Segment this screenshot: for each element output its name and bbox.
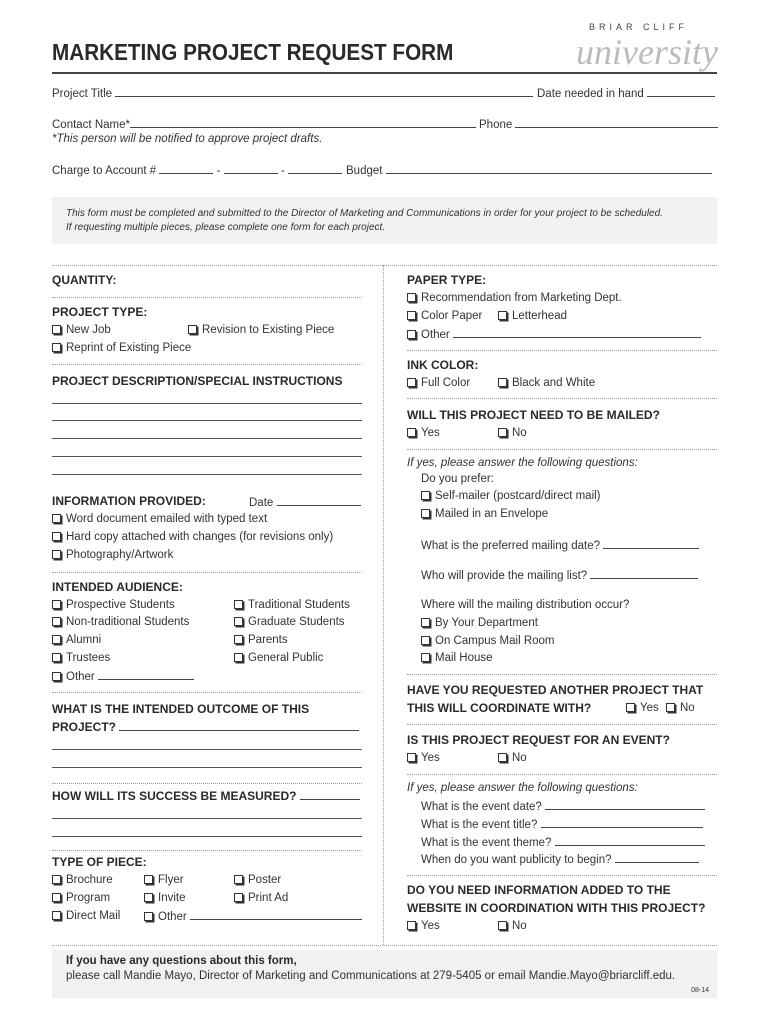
checkbox-word-doc[interactable] <box>52 511 267 527</box>
description-line[interactable] <box>52 474 362 475</box>
fill-in-blank <box>453 326 701 338</box>
mailing-list-field[interactable] <box>421 567 698 584</box>
checkbox-prospective[interactable] <box>52 597 175 613</box>
description-line[interactable] <box>52 456 362 457</box>
info-heading: INFORMATION PROVIDED: <box>52 494 206 508</box>
label: Non-traditional Students <box>66 616 190 628</box>
checkbox-black-white[interactable] <box>498 375 595 391</box>
checkbox-full-color[interactable] <box>407 375 470 391</box>
outcome-heading-2[interactable] <box>52 719 359 735</box>
fill-in-blank <box>130 116 476 128</box>
checkbox-revision[interactable] <box>188 322 334 338</box>
label: Parents <box>248 634 288 646</box>
fill-in-blank <box>98 668 194 680</box>
label: Flyer <box>158 874 184 886</box>
fill-in-blank <box>288 162 342 174</box>
checkbox-icon <box>234 875 243 884</box>
label: Trustees <box>66 652 111 664</box>
label: Direct Mail <box>66 910 121 922</box>
checkbox-color-paper[interactable] <box>407 308 482 324</box>
divider <box>52 364 362 365</box>
checkbox-icon <box>498 311 507 320</box>
publicity-field[interactable] <box>421 851 699 868</box>
checkbox-icon <box>407 428 416 437</box>
label: Mailed in an Envelope <box>435 508 549 520</box>
checkbox-icon <box>498 428 507 437</box>
notice-line: This form must be completed and submitted to the Director of Marketing and Communications in order for your project to be scheduled. <box>66 208 663 219</box>
label: No <box>680 702 695 714</box>
footer-line: please call Mandie Mayo, Director of Marketing and Communications at 279-5405 or email Mandie.Mayo@briarcliff.edu. <box>66 970 676 982</box>
checkbox-icon <box>144 875 153 884</box>
divider <box>407 350 717 351</box>
checkbox-icon <box>407 753 416 762</box>
label: Date needed in hand <box>537 88 644 100</box>
fill-in-blank <box>615 851 699 863</box>
checkbox-icon <box>421 653 430 662</box>
event-date-field[interactable] <box>421 798 705 815</box>
footer-box <box>52 950 717 998</box>
checkbox-icon <box>407 293 416 302</box>
label: Phone <box>479 119 513 131</box>
checkbox-icon <box>498 378 507 387</box>
description-line[interactable] <box>52 420 362 421</box>
label: Revision to Existing Piece <box>202 324 335 336</box>
checkbox-envelope[interactable] <box>421 506 548 522</box>
checkbox-flyer[interactable] <box>144 872 184 888</box>
form-code: 08-14 <box>691 987 709 994</box>
checkbox-parents[interactable] <box>234 632 288 648</box>
phone-field[interactable] <box>479 116 718 133</box>
checkbox-icon <box>407 378 416 387</box>
checkbox-event-no[interactable] <box>498 750 527 766</box>
label: No <box>512 920 527 932</box>
label: Date <box>249 497 274 509</box>
fill-in-blank <box>545 798 705 810</box>
label: Yes <box>421 752 440 764</box>
checkbox-icon <box>234 653 243 662</box>
project-title-field[interactable] <box>52 85 533 102</box>
checkbox-mailed-yes[interactable] <box>407 425 440 441</box>
divider <box>407 875 717 876</box>
checkbox-graduate[interactable] <box>234 614 345 630</box>
fill-in-blank <box>590 567 698 579</box>
checkbox-icon <box>407 330 416 339</box>
label: Other <box>66 671 95 683</box>
checkbox-icon <box>498 753 507 762</box>
checkbox-recommendation[interactable] <box>407 290 622 306</box>
label: Other <box>421 329 450 341</box>
label: What is the event title? <box>421 819 538 831</box>
checkbox-icon <box>407 921 416 930</box>
outcome-heading: WHAT IS THE INTENDED OUTCOME OF THIS <box>52 702 310 716</box>
checkbox-icon <box>52 343 61 352</box>
label: Budget <box>346 165 383 177</box>
label: On Campus Mail Room <box>435 635 555 647</box>
ink-heading: INK COLOR: <box>407 358 479 372</box>
checkbox-self-mailer[interactable] <box>421 488 601 504</box>
column-divider <box>383 265 384 945</box>
website-heading: DO YOU NEED INFORMATION ADDED TO THE <box>407 883 671 897</box>
checkbox-coordinate-no[interactable] <box>666 700 695 716</box>
checkbox-icon <box>52 911 61 920</box>
fill-in-blank <box>119 719 359 731</box>
footer-line: If you have any questions about this form, <box>66 955 297 967</box>
label: Graduate Students <box>248 616 345 628</box>
checkbox-mail-house[interactable] <box>421 650 493 666</box>
fill-in-blank <box>159 162 213 174</box>
checkbox-icon <box>626 703 635 712</box>
checkbox-icon <box>52 672 61 681</box>
checkbox-piece-other[interactable] <box>144 908 362 925</box>
label: Project Title <box>52 88 113 100</box>
checkbox-alumni[interactable] <box>52 632 101 648</box>
divider <box>52 945 717 946</box>
divider <box>52 783 362 784</box>
event-heading: IS THIS PROJECT REQUEST FOR AN EVENT? <box>407 733 670 747</box>
date-needed-field[interactable] <box>537 85 715 102</box>
checkbox-icon <box>52 875 61 884</box>
divider <box>52 265 717 266</box>
checkbox-traditional[interactable] <box>234 597 350 613</box>
label: - <box>280 165 285 177</box>
description-line[interactable] <box>52 403 362 404</box>
checkbox-new-job[interactable] <box>52 322 111 338</box>
checkbox-icon <box>421 509 430 518</box>
label: Prospective Students <box>66 599 175 611</box>
divider <box>407 674 717 675</box>
quantity-heading: QUANTITY: <box>52 273 117 287</box>
fill-in-blank <box>224 162 278 174</box>
checkbox-icon <box>52 600 61 609</box>
label: Yes <box>640 702 659 714</box>
checkbox-icon <box>234 893 243 902</box>
label: Yes <box>421 920 440 932</box>
checkbox-icon <box>666 703 675 712</box>
label: By Your Department <box>435 617 538 629</box>
label: Letterhead <box>512 310 567 322</box>
success-heading[interactable] <box>52 788 360 804</box>
checkbox-by-department[interactable] <box>421 615 538 631</box>
mailing-date-field[interactable] <box>421 537 699 554</box>
checkbox-program[interactable] <box>52 890 110 906</box>
label: Alumni <box>66 634 102 646</box>
logo <box>556 22 718 71</box>
label: Photography/Artwork <box>66 549 174 561</box>
fill-in-blank <box>190 908 362 920</box>
divider <box>52 572 362 573</box>
label: What is the event theme? <box>421 837 552 849</box>
fill-in-blank <box>541 816 703 828</box>
checkbox-icon <box>498 921 507 930</box>
divider <box>407 774 717 775</box>
mail-intro: If yes, please answer the following questions: <box>407 457 638 469</box>
label: What is the event date? <box>421 801 542 813</box>
audience-heading: INTENDED AUDIENCE: <box>52 580 183 594</box>
checkbox-photography[interactable] <box>52 547 173 563</box>
label: Recommendation from Marketing Dept. <box>421 292 622 304</box>
event-title-field[interactable] <box>421 816 703 833</box>
success-line[interactable] <box>52 836 362 837</box>
label: Full Color <box>421 377 471 389</box>
label: - <box>216 165 221 177</box>
charge-account-field[interactable] <box>52 162 342 179</box>
checkbox-print-ad[interactable] <box>234 890 288 906</box>
fill-in-blank <box>277 494 361 506</box>
label: Mail House <box>435 652 493 664</box>
label: Black and White <box>512 377 596 389</box>
label: When do you want publicity to begin? <box>421 854 612 866</box>
contact-note: *This person will be notified to approve project drafts. <box>52 133 323 145</box>
checkbox-hard-copy[interactable] <box>52 529 333 545</box>
divider <box>52 850 362 851</box>
label: Charge to Account # <box>52 165 157 177</box>
checkbox-icon <box>234 600 243 609</box>
label: Reprint of Existing Piece <box>66 342 192 354</box>
checkbox-icon <box>52 653 61 662</box>
fill-in-blank <box>555 834 705 846</box>
fill-in-blank <box>515 116 718 128</box>
label: Program <box>66 892 111 904</box>
label: Self-mailer (postcard/direct mail) <box>435 490 601 502</box>
title-rule <box>52 72 717 74</box>
notice-box <box>52 197 717 244</box>
page-title: MARKETING PROJECT REQUEST FORM <box>52 39 454 65</box>
fill-in-blank <box>603 537 699 549</box>
checkbox-audience-other[interactable] <box>52 668 194 685</box>
mailed-heading: WILL THIS PROJECT NEED TO BE MAILED? <box>407 408 660 422</box>
mail-prefer: Do you prefer: <box>421 473 494 485</box>
fill-in-blank <box>300 788 360 800</box>
label: What is the preferred mailing date? <box>421 540 600 552</box>
checkbox-letterhead[interactable] <box>498 308 567 324</box>
label: Print Ad <box>248 892 289 904</box>
label: Yes <box>421 427 440 439</box>
checkbox-coordinate-yes[interactable] <box>626 700 659 716</box>
checkbox-icon <box>52 532 61 541</box>
label: No <box>512 752 527 764</box>
description-line[interactable] <box>52 438 362 439</box>
event-intro: If yes, please answer the following questions: <box>407 782 638 794</box>
outcome-line[interactable] <box>52 749 362 750</box>
checkbox-icon <box>421 618 430 627</box>
checkbox-icon <box>52 550 61 559</box>
checkbox-icon <box>52 635 61 644</box>
label: Word document emailed with typed text <box>66 513 268 525</box>
checkbox-website-no[interactable] <box>498 918 527 934</box>
fill-in-blank <box>115 85 533 97</box>
label: HOW WILL ITS SUCCESS BE MEASURED? <box>52 789 297 803</box>
label: No <box>512 427 527 439</box>
divider <box>407 398 717 399</box>
checkbox-direct-mail[interactable] <box>52 908 120 924</box>
label: Color Paper <box>421 310 483 322</box>
checkbox-non-traditional[interactable] <box>52 614 189 630</box>
divider <box>52 297 362 298</box>
paper-heading: PAPER TYPE: <box>407 273 487 287</box>
divider <box>407 724 717 725</box>
checkbox-icon <box>144 912 153 921</box>
checkbox-mailed-no[interactable] <box>498 425 527 441</box>
label: Brochure <box>66 874 113 886</box>
project-type-heading: PROJECT TYPE: <box>52 305 148 319</box>
success-line[interactable] <box>52 818 362 819</box>
checkbox-icon <box>52 617 61 626</box>
checkbox-brochure[interactable] <box>52 872 113 888</box>
label: Invite <box>158 892 186 904</box>
label: General Public <box>248 652 324 664</box>
label: Hard copy attached with changes (for revisions only) <box>66 531 334 543</box>
checkbox-icon <box>144 893 153 902</box>
label: Contact Name* <box>52 119 130 131</box>
checkbox-icon <box>52 514 61 523</box>
label: Who will provide the mailing list? <box>421 570 588 582</box>
checkbox-general-public[interactable] <box>234 650 323 666</box>
notice-line: If requesting multiple pieces, please complete one form for each project. <box>66 222 386 233</box>
label: PROJECT? <box>52 720 117 734</box>
checkbox-event-yes[interactable] <box>407 750 440 766</box>
coordinate-heading: HAVE YOU REQUESTED ANOTHER PROJECT THAT <box>407 683 704 697</box>
coordinate-heading-2: THIS WILL COORDINATE WITH? <box>407 701 592 715</box>
divider <box>52 692 362 693</box>
budget-field[interactable] <box>346 162 712 179</box>
divider <box>407 449 717 450</box>
logo-script: university <box>576 32 718 72</box>
piece-heading: TYPE OF PIECE: <box>52 855 147 869</box>
label: Other <box>158 911 187 923</box>
event-theme-field[interactable] <box>421 834 705 851</box>
checkbox-website-yes[interactable] <box>407 918 440 934</box>
checkbox-poster[interactable] <box>234 872 281 888</box>
checkbox-icon <box>188 325 197 334</box>
label: Poster <box>248 874 282 886</box>
checkbox-invite[interactable] <box>144 890 186 906</box>
checkbox-icon <box>234 617 243 626</box>
description-heading: PROJECT DESCRIPTION/SPECIAL INSTRUCTIONS <box>52 374 343 388</box>
checkbox-icon <box>52 325 61 334</box>
checkbox-icon <box>421 491 430 500</box>
label: New Job <box>66 324 111 336</box>
checkbox-icon <box>234 635 243 644</box>
checkbox-icon <box>421 636 430 645</box>
fill-in-blank <box>647 85 715 97</box>
outcome-line[interactable] <box>52 767 362 768</box>
checkbox-icon <box>407 311 416 320</box>
logo-wordmark: BRIAR CLIFF <box>588 22 688 32</box>
fill-in-blank <box>386 162 712 174</box>
distribution-question: Where will the mailing distribution occur? <box>421 599 630 611</box>
website-heading-2: WEBSITE IN COORDINATION WITH THIS PROJECT? <box>407 901 706 915</box>
checkbox-reprint[interactable] <box>52 340 191 356</box>
checkbox-mail-room[interactable] <box>421 633 555 649</box>
info-date-field[interactable] <box>249 494 361 511</box>
checkbox-paper-other[interactable] <box>407 326 701 343</box>
checkbox-trustees[interactable] <box>52 650 110 666</box>
checkbox-icon <box>52 893 61 902</box>
label: Traditional Students <box>248 599 350 611</box>
